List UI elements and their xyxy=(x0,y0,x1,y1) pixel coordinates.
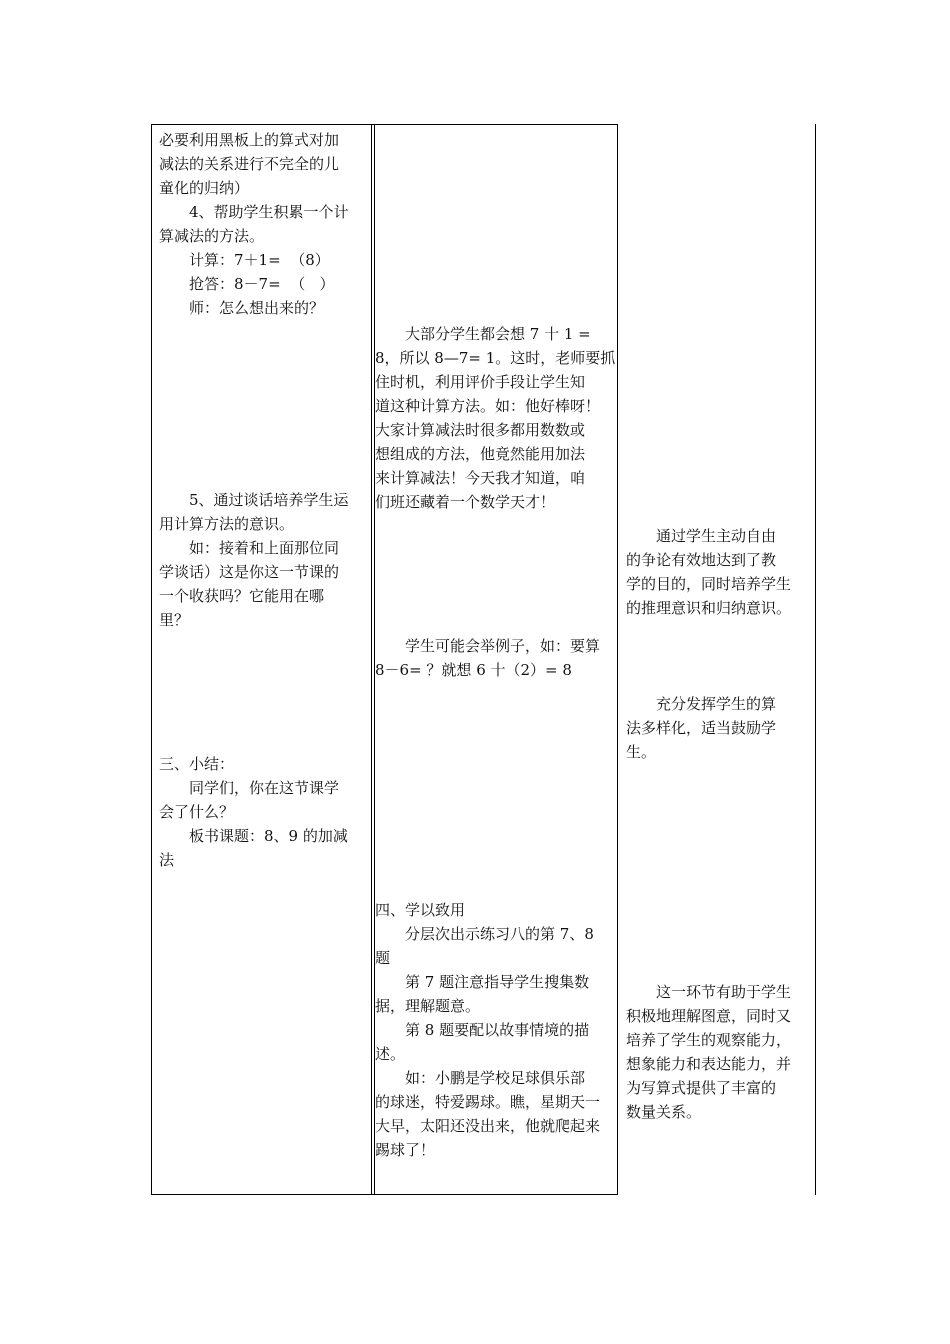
quick-answer-line: 抢答：8－7= （ ） xyxy=(189,275,335,293)
summary-title: 三、小结： xyxy=(159,755,235,773)
text-line: 里？ xyxy=(159,611,190,629)
teacher-question: 师：怎么想出来的？ xyxy=(189,299,325,317)
text-line: 通过学生主动自由 xyxy=(656,527,777,545)
board-title: 板书课题：8、9 的加减 xyxy=(189,827,348,845)
text-line: 一个收获吗？它能用在哪 xyxy=(159,587,325,605)
table-left-border xyxy=(151,124,152,1195)
summary-question: 同学们，你在这节课学 xyxy=(189,779,340,797)
text-line: 大早，太阳还没出来，他就爬起来 xyxy=(375,1117,601,1135)
step-4-heading: 4、帮助学生积累一个计 xyxy=(189,203,349,221)
text-line: 题 xyxy=(375,949,391,967)
table-top-border xyxy=(151,124,618,125)
text-line: 法 xyxy=(159,851,175,869)
text-line: 们班还藏着一个数学天才！ xyxy=(375,493,556,511)
text-line: 8－6= ？就想 6 十（2）= 8 xyxy=(375,661,572,679)
text-line: 来计算减法！今天我才知道，咱 xyxy=(375,469,586,487)
text-line: 踢球了！ xyxy=(375,1141,436,1159)
text-line: 住时机，利用评价手段让学生知 xyxy=(375,373,586,391)
table-bottom-border xyxy=(151,1194,618,1195)
text-line: 必要利用黑板上的算式对加 xyxy=(159,131,340,149)
calc-line: 计算：7＋1= （8） xyxy=(189,251,330,269)
design-intent-column xyxy=(626,524,808,1124)
text-line: 培养了学生的观察能力， xyxy=(626,1031,792,1049)
text-line: 分层次出示练习八的第 7、8 xyxy=(405,925,594,943)
text-line: 为写算式提供了丰富的 xyxy=(626,1079,777,1097)
text-line: 充分发挥学生的算 xyxy=(656,695,777,713)
text-line: 据，理解题意。 xyxy=(375,997,481,1015)
text-line: 积极地理解图意，同时又 xyxy=(626,1007,792,1025)
text-line: 述。 xyxy=(375,1045,406,1063)
text-line: 会了什么？ xyxy=(159,803,235,821)
column-divider-1 xyxy=(371,124,372,1195)
section-4-title: 四、学以致用 xyxy=(375,901,466,919)
student-activity-column xyxy=(375,322,615,1162)
teacher-activity-column xyxy=(159,128,369,872)
text-line: 8，所以 8—7= 1。这时，老师要抓 xyxy=(375,349,616,367)
column-divider-2 xyxy=(617,124,618,1195)
text-line: 生。 xyxy=(626,743,657,761)
text-line: 数量关系。 xyxy=(626,1103,702,1121)
text-line: 想象能力和表达能力，并 xyxy=(626,1055,792,1073)
text-line: 学的目的，同时培养学生 xyxy=(626,575,792,593)
text-line: 的争论有效地达到了教 xyxy=(626,551,777,569)
text-line: 如：小鹏是学校足球俱乐部 xyxy=(405,1069,586,1087)
text-line: 大部分学生都会想 7 十 1 = xyxy=(405,325,591,343)
text-line: 这一环节有助于学生 xyxy=(656,983,792,1001)
text-line: 想组成的方法，他竟然能用加法 xyxy=(375,445,586,463)
text-line: 的推理意识和归纳意识。 xyxy=(626,599,792,617)
text-line: 用计算方法的意识。 xyxy=(159,515,295,533)
text-line: 第 7 题注意指导学生搜集数 xyxy=(405,973,590,991)
text-line: 大家计算减法时很多都用数数或 xyxy=(375,421,586,439)
text-line: 第 8 题要配以故事情境的描 xyxy=(405,1021,590,1039)
text-line: 学生可能会举例子，如：要算 xyxy=(405,637,601,655)
text-line: 法多样化，适当鼓励学 xyxy=(626,719,777,737)
text-line: 的球迷，特爱踢球。瞧，星期天一 xyxy=(375,1093,601,1111)
step-5-heading: 5、通过谈话培养学生运 xyxy=(189,491,349,509)
text-line: 道这种计算方法。如：他好棒呀！ xyxy=(375,397,601,415)
text-line: 减法的关系进行不完全的儿 xyxy=(159,155,340,173)
text-line: 学谈话）这是你这一节课的 xyxy=(159,563,340,581)
example-line: 如：接着和上面那位同 xyxy=(189,539,340,557)
column-divider-3 xyxy=(815,124,816,1195)
text-line: 童化的归纳） xyxy=(159,179,250,197)
text-line: 算减法的方法。 xyxy=(159,227,265,245)
